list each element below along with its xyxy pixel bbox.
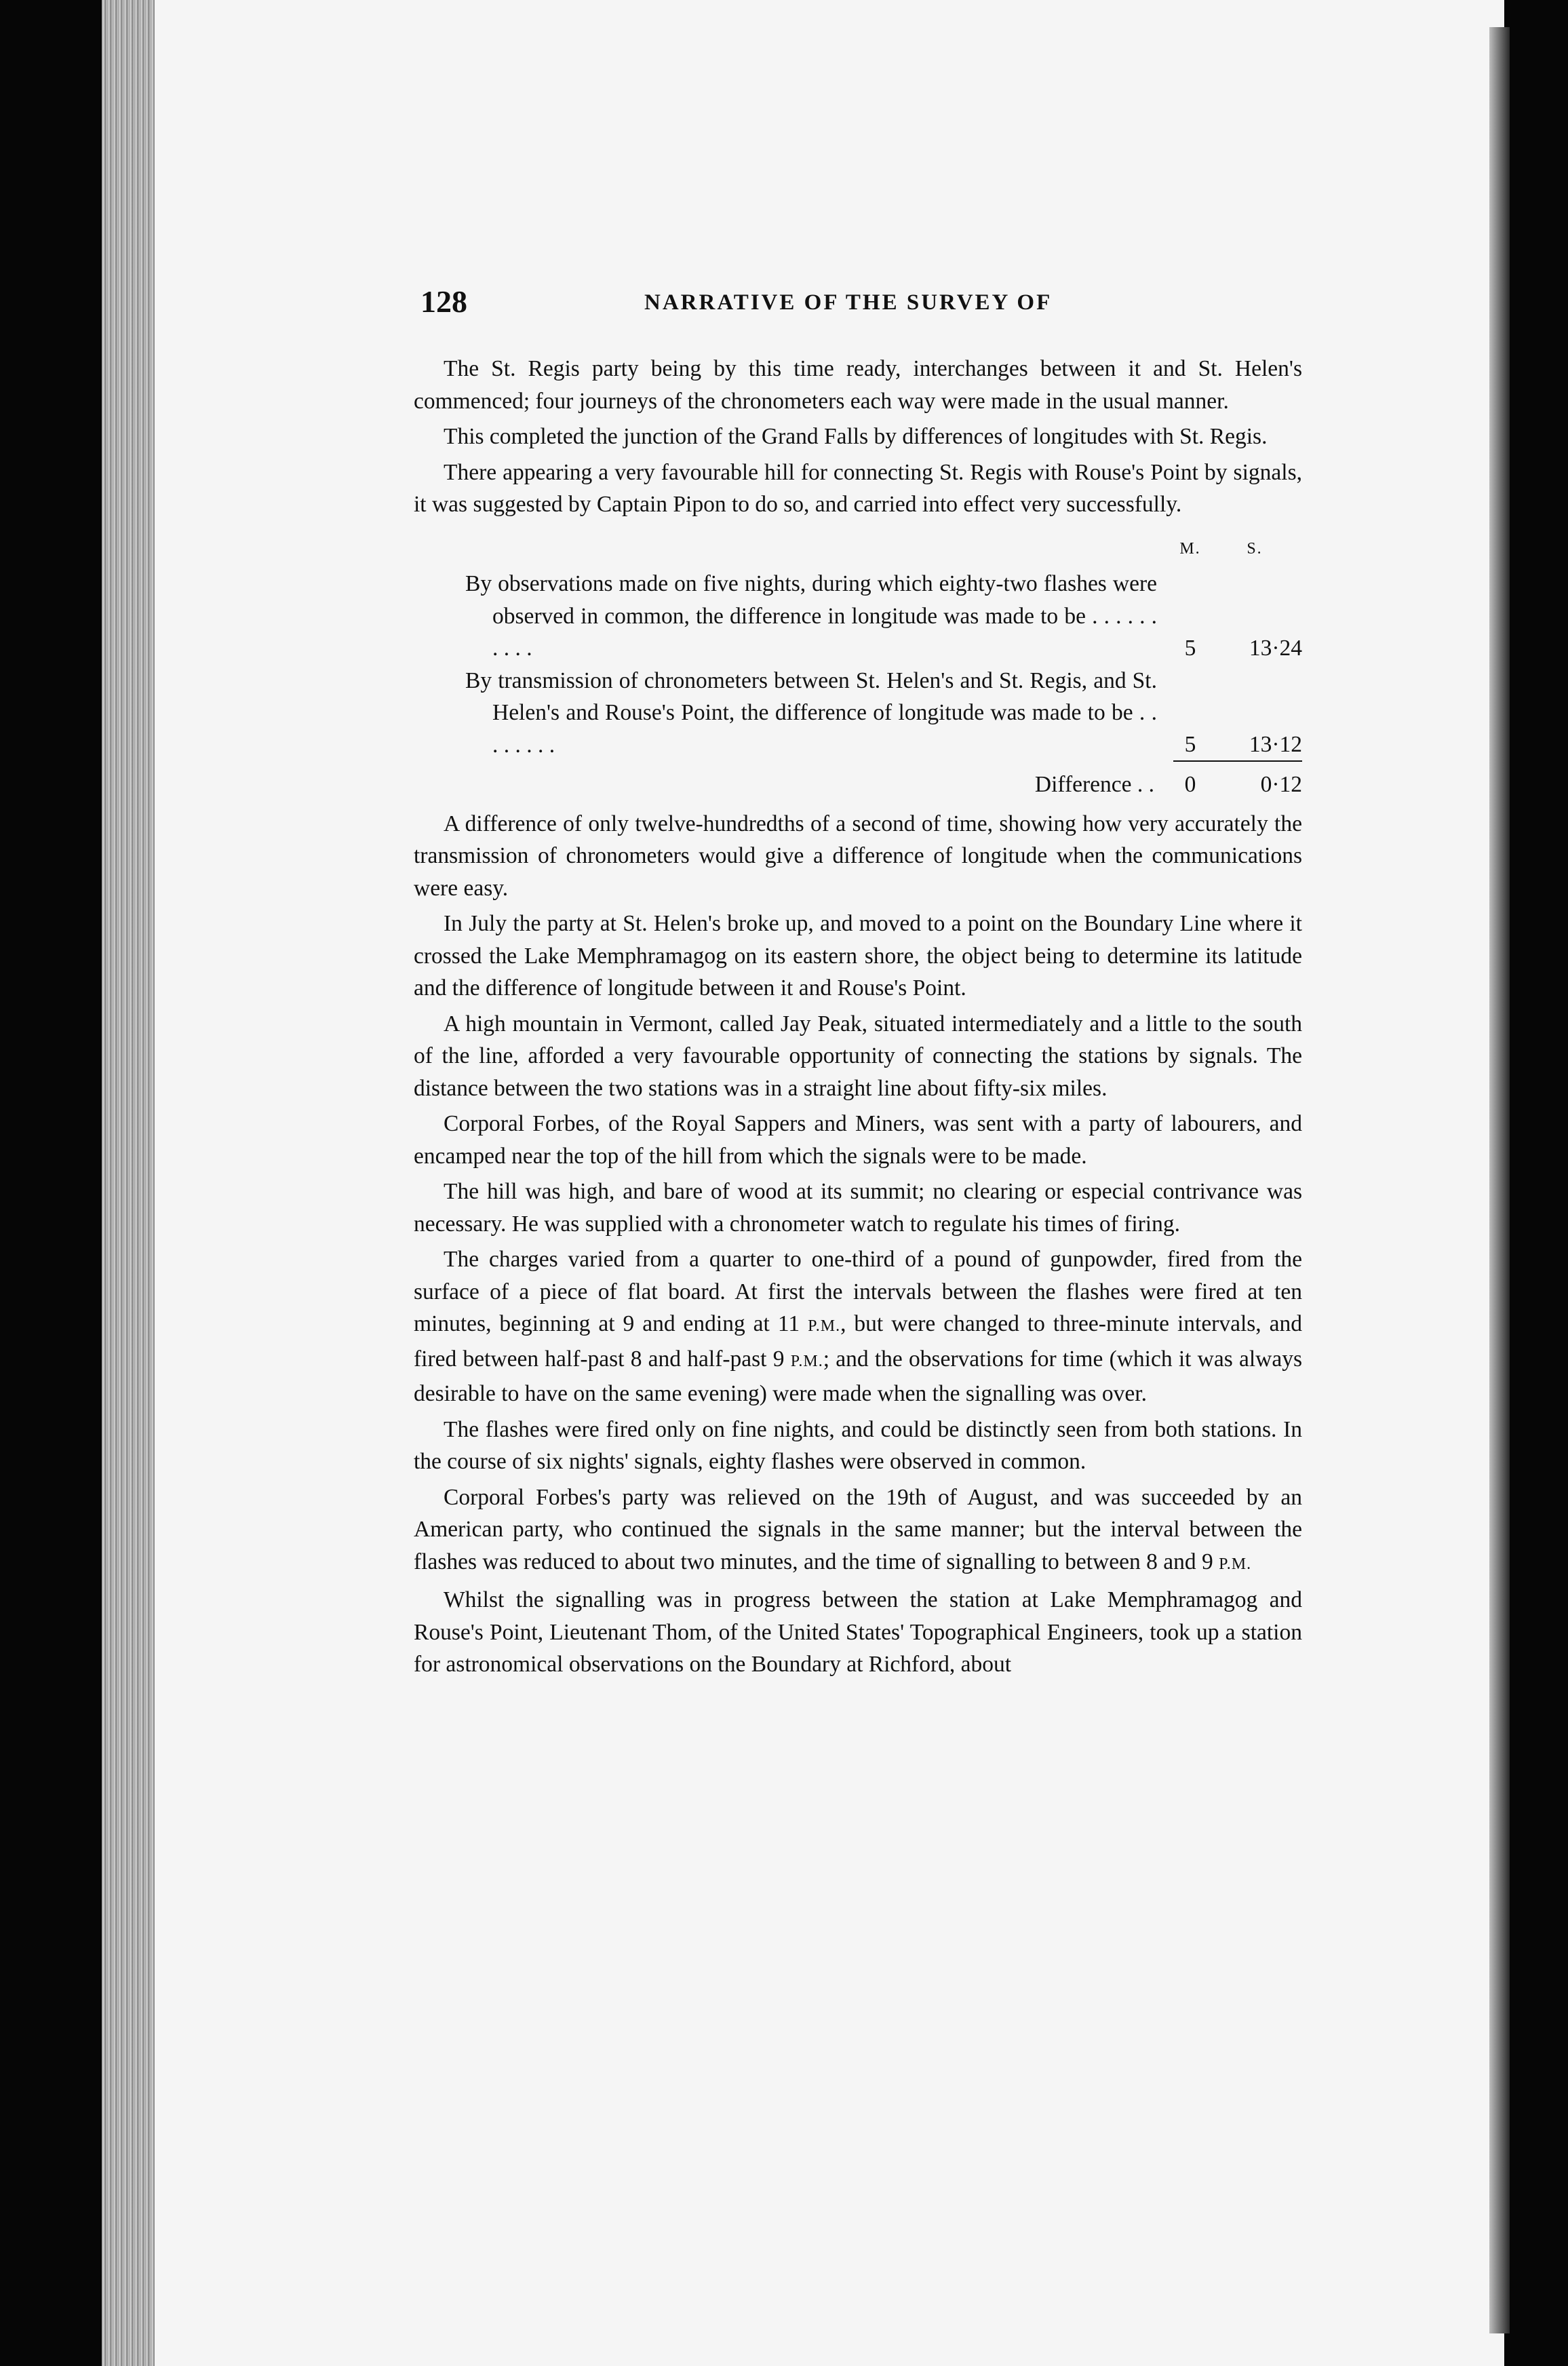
paragraph: There appearing a very favourable hill for connecting St. Regis with Rouse's Point by signals, it was suggested by Captain Pipon to do so, and carried into effect very successfully. <box>414 459 1302 517</box>
seconds-value: 13·24 <box>1249 636 1302 661</box>
paragraph: This completed the junction of the Grand Falls by differences of longitudes with St. Regis. <box>444 424 1268 449</box>
table-header-row <box>414 533 1302 568</box>
running-head: NARRATIVE OF THE SURVEY OF <box>644 290 1053 315</box>
charges-paragraph: The charges varied from a quarter to one-third of a pound of gunpowder, fired from the surface of a piece of flat board. At first the intervals between the flashes were fired at ten minutes, beginning at 9 and ending at 11 P.M., but were changed to three-minute intervals, and fired between half-past 8 and half-past 9 P.M.; and the observations for time (which it was always desirable to have on the same evening) were made when the signalling was over. <box>414 1247 1303 1406</box>
difference-minutes: 0 <box>1173 761 1207 801</box>
difference-seconds: 0·12 <box>1207 761 1302 801</box>
relief-paragraph: Corporal Forbes's party was relieved on the 19th of August, and was succeeded by an American party, who continued the signals in the same manner; but the interval between the flashes was reduced to about two minutes, and the time of signalling to between 8 and 9 P.M. <box>414 1484 1302 1574</box>
page-stack-edge <box>102 0 163 2366</box>
observation-text: By transmission of chronometers between St. Helen's and St. Regis, and St. Helen's and Rouse's Point, the difference of longitude was made to be . . . . . . . . <box>465 667 1157 758</box>
paragraph: The hill was high, and bare of wood at its summit; no clearing or especial contrivance was necessary. He was supplied with a chronometer watch to regulate his times of firing. <box>414 1179 1302 1237</box>
paragraph: The St. Regis party being by this time ready, interchanges between it and St. Helen's commenced; four journeys of the chronometers each way were made in the usual manner. <box>414 356 1302 414</box>
minutes-value: 5 <box>1184 636 1196 661</box>
col-seconds-header: S. <box>1247 539 1263 558</box>
time-abbrev: P.M. <box>790 1352 823 1370</box>
difference-label: Difference . . <box>1034 772 1154 797</box>
difference-row <box>414 761 1302 801</box>
table-row <box>414 665 1302 762</box>
paragraph: The flashes were fired only on fine nights, and could be distinctly seen from both stations. In the course of six nights' signals, eighty flashes were observed in common. <box>414 1416 1302 1474</box>
book-spine-shadow <box>1489 27 1510 2333</box>
paragraph: A high mountain in Vermont, called Jay Peak, situated intermediately and a little to the south of the line, afforded a very favourable opportunity of connecting the stations by signals. The distance between the two stations was in a straight line about fifty-six miles. <box>414 1011 1302 1101</box>
time-abbrev: P.M. <box>1219 1555 1252 1573</box>
paragraph: Corporal Forbes, of the Royal Sappers and Miners, was sent with a party of labourers, and encamped near the top of the hill from which the signals were to be made. <box>414 1111 1302 1169</box>
observation-text: By observations made on five nights, during which eighty-two flashes were observed in common, the difference in longitude was made to be . . . . . . . . . . <box>465 571 1157 661</box>
paragraph: Whilst the signalling was in progress between the station at Lake Memphramagog and Rouse's Point, Lieutenant Thom, of the United States' Topographical Engineers, took up a station for astronomical observations on the Boundary at Richford, about <box>414 1587 1302 1677</box>
seconds-value: 13·12 <box>1249 731 1302 757</box>
time-abbrev: P.M. <box>808 1317 841 1335</box>
col-minutes-header: M. <box>1179 539 1201 558</box>
page-body <box>414 353 1302 1684</box>
minutes-value: 5 <box>1184 731 1196 757</box>
table-row <box>414 568 1302 665</box>
page-number: 128 <box>420 284 467 319</box>
paragraph: In July the party at St. Helen's broke up, and moved to a point on the Boundary Line where it crossed the Lake Memphramagog on its eastern shore, the object being to determine its latitude and the difference of longitude between it and Rouse's Point. <box>414 911 1302 1001</box>
paragraph: A difference of only twelve-hundredths of a second of time, showing how very accurately the transmission of chronometers would give a difference of longitude when the communications were easy. <box>414 811 1302 901</box>
longitude-table <box>414 533 1302 801</box>
